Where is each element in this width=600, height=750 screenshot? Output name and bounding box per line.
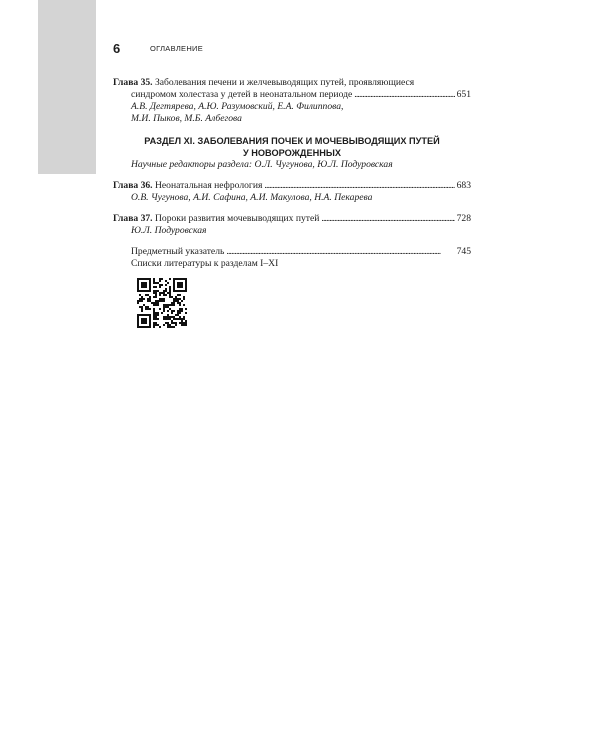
- chapter-label: Глава 35.: [113, 77, 153, 88]
- leader-dots: [226, 246, 454, 258]
- table-of-contents: [113, 77, 471, 270]
- running-head: ОГЛАВЛЕНИЕ: [150, 44, 204, 53]
- toc-section-11[interactable]: [113, 136, 471, 171]
- chapter-authors: Ю.Л. Подуровская: [131, 225, 207, 236]
- entry-title: Списки литературы к разделам I–XI: [131, 258, 279, 269]
- chapter-authors: О.В. Чугунова, А.И. Сафина, А.И. Макулова, Н.А. Пекарева: [131, 192, 373, 203]
- page-number: 6: [113, 41, 121, 56]
- toc-entry-chapter-36[interactable]: [113, 180, 471, 204]
- chapter-title: Пороки развития мочевыводящих путей: [154, 213, 320, 224]
- section-editors: Научные редакторы раздела: О.Л. Чугунова, Ю.Л. Подуровская: [131, 159, 393, 170]
- chapter-authors-cont: М.И. Пыков, М.Б. Албегова: [131, 113, 242, 124]
- entry-title: Предметный указатель: [131, 246, 225, 257]
- side-tab-bar: [38, 0, 96, 174]
- page-ref: 745: [456, 246, 471, 257]
- toc-entry-chapter-37[interactable]: [113, 213, 471, 237]
- section-title-cont: У НОВОРОЖДЕННЫХ: [242, 147, 341, 158]
- page-ref: 728: [456, 213, 471, 224]
- chapter-authors: А.В. Дегтярева, А.Ю. Разумовский, Е.А. Филиппова,: [131, 101, 344, 112]
- section-title: РАЗДЕЛ XI. ЗАБОЛЕВАНИЯ ПОЧЕК И МОЧЕВЫВОДЯЩИХ ПУТЕЙ: [144, 136, 440, 146]
- leader-dots: [321, 213, 454, 225]
- chapter-label: Глава 37.: [113, 213, 153, 224]
- toc-entry-subject-index[interactable]: [113, 246, 471, 258]
- leader-dots: [264, 180, 454, 192]
- toc-entry-chapter-35[interactable]: [113, 77, 471, 125]
- chapter-title: Неонатальная нефрология: [154, 180, 263, 191]
- leader-dots: [354, 89, 454, 101]
- chapter-title-cont: синдромом холестаза у детей в неонатальном периоде: [131, 89, 353, 100]
- chapter-title: Заболевания печени и желчевыводящих путей, проявляющиеся: [154, 77, 415, 88]
- page-ref: 651: [456, 89, 471, 100]
- toc-entry-references[interactable]: [113, 258, 471, 270]
- qr-code-icon[interactable]: [137, 278, 187, 328]
- chapter-label: Глава 36.: [113, 180, 153, 191]
- page-ref: 683: [456, 180, 471, 191]
